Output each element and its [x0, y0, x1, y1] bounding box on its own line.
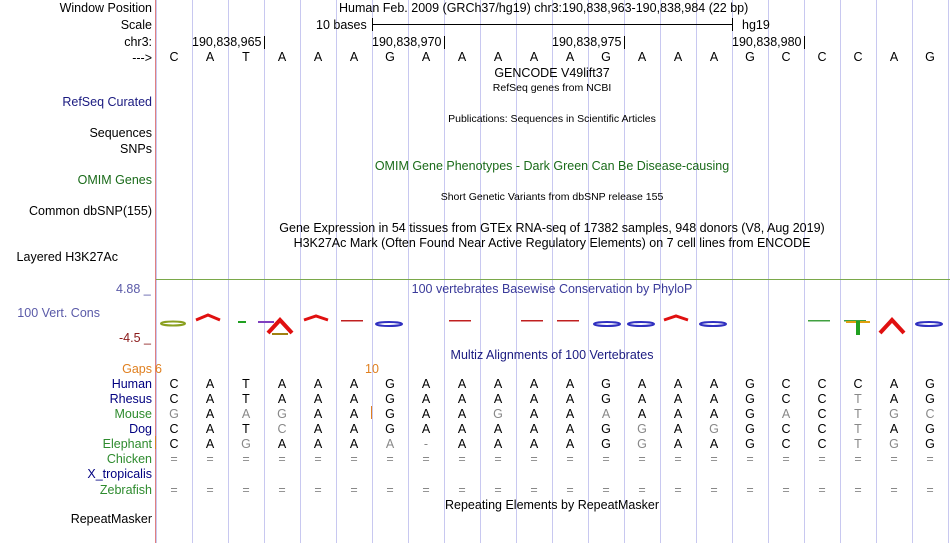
reference-base: A: [277, 50, 287, 64]
alignment-base: A: [529, 437, 539, 451]
cons-title: 100 vertebrates Basewise Conservation by PhyloP: [411, 282, 693, 296]
alignment-base: =: [278, 483, 286, 497]
base-grid-line: [156, 0, 157, 543]
alignment-base: =: [674, 483, 682, 497]
alignment-base: =: [674, 452, 682, 466]
alignment-base: A: [277, 377, 287, 391]
alignment-base: A: [529, 407, 539, 421]
alignment-base: G: [385, 392, 395, 406]
alignment-base: A: [601, 407, 611, 421]
alignment-base: G: [745, 392, 755, 406]
base-grid-line: [948, 0, 949, 543]
label-scale[interactable]: Scale: [120, 18, 152, 32]
alignment-base: A: [637, 407, 647, 421]
label-cons[interactable]: 100 Vert. Cons: [17, 306, 100, 320]
species-label[interactable]: Elephant: [102, 437, 152, 451]
alignment-base: A: [277, 437, 287, 451]
position-tick-mark: [264, 36, 265, 49]
alignment-base: =: [422, 452, 430, 466]
reference-base: A: [205, 50, 215, 64]
alignment-base: G: [745, 377, 755, 391]
alignment-base: =: [170, 483, 178, 497]
alignment-base: G: [601, 377, 611, 391]
alignment-base: C: [817, 422, 827, 436]
alignment-base: T: [242, 377, 250, 391]
reference-base: G: [385, 50, 395, 64]
alignment-base: G: [385, 377, 395, 391]
label-omim[interactable]: OMIM Genes: [77, 173, 152, 187]
alignment-base: =: [494, 452, 502, 466]
alignment-base: A: [349, 392, 359, 406]
base-grid-line: [336, 0, 337, 543]
alignment-base: =: [242, 452, 250, 466]
species-label[interactable]: Mouse: [114, 407, 152, 421]
multiz-title: Multiz Alignments of 100 Vertebrates: [450, 348, 654, 362]
alignment-base: G: [925, 422, 935, 436]
alignment-base: =: [818, 483, 826, 497]
alignment-base: T: [242, 392, 250, 406]
alignment-base: A: [493, 377, 503, 391]
base-grid-line: [804, 0, 805, 543]
base-grid-line: [768, 0, 769, 543]
label-arrow[interactable]: --->: [132, 51, 152, 65]
gtex-track[interactable]: Gene Expression in 54 tissues from GTEx RNA-seq of 17382 samples, 948 donors (V8, Aug 2019): [279, 221, 825, 235]
alignment-base: T: [242, 422, 250, 436]
base-grid-line: [876, 0, 877, 543]
label-gaps[interactable]: Gaps: [122, 362, 152, 376]
position-tick-label: 190,838,980: [732, 35, 802, 49]
base-grid-line: [696, 0, 697, 543]
reference-base: T: [242, 50, 250, 64]
alignment-base: C: [817, 377, 827, 391]
alignment-base: A: [457, 407, 467, 421]
alignment-base: G: [385, 422, 395, 436]
reference-base: C: [781, 50, 791, 64]
position-tick-mark: [444, 36, 445, 49]
cons-min: -4.5 _: [119, 331, 151, 345]
alignment-base: A: [205, 392, 215, 406]
reference-base: A: [421, 50, 431, 64]
alignment-base: =: [566, 452, 574, 466]
alignment-base: =: [458, 452, 466, 466]
alignment-base: A: [349, 407, 359, 421]
alignment-base: C: [781, 437, 791, 451]
alignment-base: =: [278, 452, 286, 466]
alignment-base: G: [889, 437, 899, 451]
alignment-base: G: [385, 407, 395, 421]
label-chr[interactable]: chr3:: [124, 35, 152, 49]
alignment-base: A: [565, 392, 575, 406]
alignment-base: T: [854, 407, 862, 421]
base-grid-line: [912, 0, 913, 543]
alignment-base: G: [493, 407, 503, 421]
label-window-position[interactable]: Window Position: [59, 1, 152, 15]
reference-base: A: [313, 50, 323, 64]
alignment-base: C: [169, 422, 179, 436]
base-grid-line: [372, 0, 373, 543]
alignment-base: G: [241, 437, 251, 451]
alignment-base: =: [818, 452, 826, 466]
base-grid-line: [300, 0, 301, 543]
species-label[interactable]: Rhesus: [109, 392, 152, 406]
alignment-base: C: [277, 422, 287, 436]
scale-bar-right-tick: [732, 18, 733, 31]
alignment-base: A: [673, 437, 683, 451]
alignment-base: =: [494, 483, 502, 497]
base-grid-line: [660, 0, 661, 543]
alignment-base: T: [854, 422, 862, 436]
alignment-base: =: [746, 452, 754, 466]
publications-track[interactable]: Publications: Sequences in Scientific Articles: [448, 113, 656, 125]
base-grid-line: [192, 0, 193, 543]
alignment-base: =: [782, 452, 790, 466]
scale-bar-left-tick: [372, 18, 373, 31]
alignment-base: =: [710, 452, 718, 466]
species-label[interactable]: Zebrafish: [99, 483, 152, 497]
alignment-base: A: [565, 437, 575, 451]
position-tick-label: 190,838,965: [192, 35, 262, 49]
gap-count-10: 10: [365, 362, 379, 376]
position-tick-label: 190,838,970: [372, 35, 442, 49]
reference-base: C: [817, 50, 827, 64]
label-sequences[interactable]: Sequences: [89, 126, 152, 140]
reference-base: C: [169, 50, 179, 64]
alignment-base: =: [350, 483, 358, 497]
alignment-base: =: [170, 452, 178, 466]
label-h3k27ac[interactable]: Layered H3K27Ac: [16, 250, 118, 264]
alignment-base: G: [925, 392, 935, 406]
alignment-base: G: [637, 422, 647, 436]
species-label[interactable]: Human: [111, 377, 152, 391]
insertion-marker-mouse: [371, 406, 372, 419]
reference-base: A: [889, 50, 899, 64]
alignment-base: =: [530, 452, 538, 466]
alignment-base: C: [817, 437, 827, 451]
alignment-base: =: [782, 483, 790, 497]
alignment-base: A: [277, 392, 287, 406]
conservation-logo: [156, 308, 950, 338]
alignment-base: A: [349, 437, 359, 451]
alignment-base: A: [313, 377, 323, 391]
base-grid-line: [228, 0, 229, 543]
alignment-base: A: [421, 422, 431, 436]
alignment-base: G: [925, 437, 935, 451]
alignment-base: =: [422, 483, 430, 497]
alignment-base: A: [313, 422, 323, 436]
alignment-base: =: [602, 452, 610, 466]
base-grid-line: [732, 0, 733, 543]
alignment-base: A: [709, 437, 719, 451]
reference-base: A: [529, 50, 539, 64]
alignment-base: A: [205, 377, 215, 391]
alignment-base: A: [889, 392, 899, 406]
position-tick-mark: [804, 36, 805, 49]
alignment-base: T: [854, 437, 862, 451]
base-grid-line: [624, 0, 625, 543]
alignment-base: =: [242, 483, 250, 497]
alignment-base: A: [565, 377, 575, 391]
label-repeatmasker[interactable]: RepeatMasker: [70, 512, 152, 526]
label-refseq[interactable]: RefSeq Curated: [62, 95, 152, 109]
alignment-base: =: [386, 483, 394, 497]
alignment-base: A: [889, 377, 899, 391]
base-grid-line: [444, 0, 445, 543]
alignment-base: C: [781, 392, 791, 406]
alignment-base: T: [854, 392, 862, 406]
assembly-label: hg19: [742, 18, 770, 32]
alignment-base: G: [745, 437, 755, 451]
alignment-base: =: [314, 452, 322, 466]
alignment-base: G: [601, 392, 611, 406]
species-label[interactable]: Dog: [129, 422, 152, 436]
position-tick-mark: [624, 36, 625, 49]
reference-base: A: [349, 50, 359, 64]
alignment-base: =: [854, 452, 862, 466]
alignment-base: A: [529, 422, 539, 436]
gap-count-6: 6: [155, 362, 162, 376]
alignment-base: A: [457, 392, 467, 406]
alignment-base: A: [637, 392, 647, 406]
alignment-base: -: [423, 437, 429, 451]
cons-max: 4.88 _: [116, 282, 151, 296]
alignment-base: A: [709, 407, 719, 421]
alignment-base: =: [854, 483, 862, 497]
alignment-base: A: [673, 407, 683, 421]
alignment-base: A: [205, 437, 215, 451]
alignment-base: C: [853, 377, 863, 391]
reference-base: C: [853, 50, 863, 64]
alignment-base: G: [637, 437, 647, 451]
repeatmasker-desc: Repeating Elements by RepeatMasker: [444, 498, 660, 512]
alignment-base: A: [205, 422, 215, 436]
alignment-base: C: [925, 407, 935, 421]
alignment-base: =: [638, 483, 646, 497]
alignment-base: A: [493, 422, 503, 436]
base-grid-line: [480, 0, 481, 543]
alignment-base: A: [421, 377, 431, 391]
species-label[interactable]: Chicken: [106, 452, 152, 466]
gencode-track[interactable]: GENCODE V49lift37: [494, 66, 610, 80]
alignment-base: C: [817, 392, 827, 406]
alignment-base: =: [926, 483, 934, 497]
alignment-base: G: [277, 407, 287, 421]
alignment-base: A: [349, 422, 359, 436]
reference-base: G: [745, 50, 755, 64]
alignment-base: =: [746, 483, 754, 497]
alignment-base: G: [889, 407, 899, 421]
label-dbsnp[interactable]: Common dbSNP(155): [29, 204, 152, 218]
alignment-base: A: [457, 437, 467, 451]
alignment-base: A: [349, 377, 359, 391]
alignment-base: A: [673, 392, 683, 406]
alignment-base: A: [313, 437, 323, 451]
alignment-base: A: [673, 377, 683, 391]
alignment-base: =: [566, 483, 574, 497]
alignment-base: A: [493, 437, 503, 451]
base-grid-line: [408, 0, 409, 543]
alignment-base: A: [529, 377, 539, 391]
base-grid-line: [840, 0, 841, 543]
alignment-base: C: [169, 392, 179, 406]
reference-base: G: [601, 50, 611, 64]
reference-base: G: [925, 50, 935, 64]
alignment-base: G: [709, 422, 719, 436]
alignment-base: A: [637, 377, 647, 391]
reference-base: A: [493, 50, 503, 64]
alignment-base: A: [781, 407, 791, 421]
position-text: Human Feb. 2009 (GRCh37/hg19) chr3:190,838,963-190,838,984 (22 bp): [339, 1, 749, 15]
alignment-base: G: [745, 422, 755, 436]
alignment-base: A: [421, 392, 431, 406]
alignment-base: =: [314, 483, 322, 497]
alignment-base: =: [206, 483, 214, 497]
alignment-base: =: [602, 483, 610, 497]
alignment-base: A: [889, 422, 899, 436]
alignment-base: A: [385, 437, 395, 451]
alignment-base: A: [241, 407, 251, 421]
alignment-base: G: [169, 407, 179, 421]
alignment-base: =: [926, 452, 934, 466]
reference-base: A: [565, 50, 575, 64]
omim-desc: OMIM Gene Phenotypes - Dark Green Can Be Disease-causing: [374, 159, 730, 173]
alignment-base: =: [206, 452, 214, 466]
alignment-base: =: [530, 483, 538, 497]
h3k27ac-desc: H3K27Ac Mark (Often Found Near Active Regulatory Elements) on 7 cell lines from ENCODE: [293, 236, 811, 250]
alignment-base: A: [313, 392, 323, 406]
alignment-base: G: [601, 422, 611, 436]
h3k27ac-signal-line: [156, 279, 950, 280]
alignment-base: A: [709, 392, 719, 406]
scale-text: 10 bases: [316, 18, 367, 32]
insertion-marker-elephant: [155, 436, 156, 449]
reference-base: A: [457, 50, 467, 64]
scale-bar: [372, 24, 732, 25]
alignment-base: G: [601, 437, 611, 451]
alignment-base: C: [781, 422, 791, 436]
alignment-base: C: [817, 407, 827, 421]
reference-base: A: [709, 50, 719, 64]
alignment-base: A: [457, 422, 467, 436]
label-snps[interactable]: SNPs: [120, 142, 152, 156]
alignment-base: A: [673, 422, 683, 436]
alignment-base: A: [313, 407, 323, 421]
alignment-base: C: [781, 377, 791, 391]
alignment-base: C: [169, 437, 179, 451]
alignment-base: =: [386, 452, 394, 466]
alignment-base: =: [638, 452, 646, 466]
label-separator: [155, 0, 156, 543]
position-tick-label: 190,838,975: [552, 35, 622, 49]
alignment-base: G: [745, 407, 755, 421]
alignment-base: =: [458, 483, 466, 497]
base-grid-line: [264, 0, 265, 543]
alignment-base: A: [565, 422, 575, 436]
alignment-base: G: [925, 377, 935, 391]
alignment-base: =: [350, 452, 358, 466]
reference-base: A: [637, 50, 647, 64]
alignment-base: A: [529, 392, 539, 406]
alignment-base: =: [890, 452, 898, 466]
alignment-base: A: [205, 407, 215, 421]
alignment-base: A: [457, 377, 467, 391]
refseq-desc: RefSeq genes from NCBI: [492, 82, 612, 94]
reference-base: A: [673, 50, 683, 64]
alignment-base: A: [709, 377, 719, 391]
alignment-base: A: [565, 407, 575, 421]
alignment-base: A: [493, 392, 503, 406]
alignment-base: =: [710, 483, 718, 497]
alignment-base: =: [890, 483, 898, 497]
species-label[interactable]: X_tropicalis: [87, 467, 152, 481]
dbsnp-desc: Short Genetic Variants from dbSNP release 155: [440, 191, 664, 203]
alignment-base: C: [169, 377, 179, 391]
alignment-base: A: [421, 407, 431, 421]
